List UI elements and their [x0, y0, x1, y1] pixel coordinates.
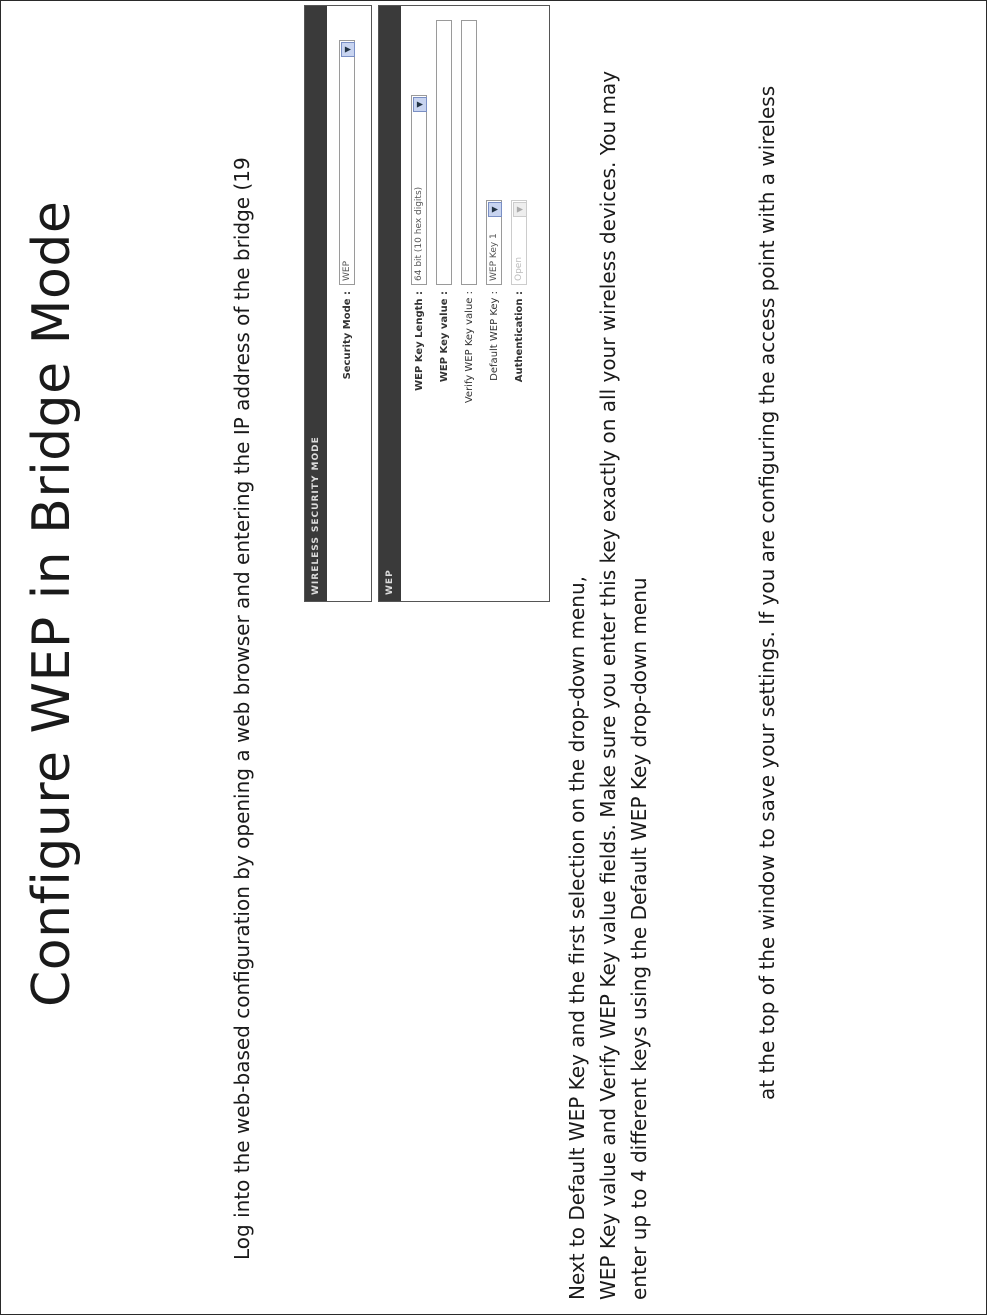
default-wep-key-row: [486, 6, 504, 601]
wep-key-value-row: [436, 6, 454, 601]
authentication-value: Open: [514, 256, 524, 281]
instruction-save: at the top of the window to save your settings. If you are configuring the access point with a wireless: [755, 85, 779, 1100]
page-title: Configure WEP in Bridge Mode: [22, 200, 82, 1007]
chevron-down-icon: ▼: [488, 202, 502, 217]
chevron-down-icon: ▼: [341, 42, 355, 57]
authentication-select[interactable]: [511, 200, 527, 285]
security-mode-select[interactable]: [339, 40, 355, 285]
instruction-login: Log into the web-based configuration by opening a web browser and entering the IP address of the bridge (19: [230, 157, 254, 1260]
instruction-four-keys: enter up to 4 different keys using the Default WEP Key drop-down menu: [627, 577, 651, 1300]
security-mode-panel: [304, 5, 372, 602]
wep-panel: [378, 5, 550, 602]
wep-key-value-label: WEP Key value :: [439, 291, 450, 383]
authentication-row: [511, 6, 529, 601]
verify-wep-key-label: Verify WEP Key value :: [464, 291, 475, 404]
wep-key-value-input[interactable]: [436, 20, 452, 285]
security-mode-header: WIRELESS SECURITY MODE: [305, 6, 327, 601]
wep-key-length-select[interactable]: [411, 95, 427, 285]
wep-key-length-row: [411, 6, 429, 601]
wep-header: WEP: [379, 6, 401, 601]
default-wep-key-value: WEP Key 1: [489, 233, 499, 281]
default-wep-key-label: Default WEP Key :: [489, 291, 500, 381]
verify-wep-key-input[interactable]: [461, 20, 477, 285]
default-wep-key-select[interactable]: [486, 200, 502, 285]
chevron-down-icon: ▼: [413, 97, 427, 112]
instruction-key-fields: WEP Key value and Verify WEP Key value fields. Make sure you enter this key exactly on all your wireless devices. You may: [596, 70, 620, 1300]
instruction-default-key: Next to Default WEP Key and the first selection on the drop-down menu,: [565, 575, 589, 1300]
security-mode-value: WEP: [342, 260, 352, 281]
verify-wep-key-row: [461, 6, 479, 601]
wep-key-length-value: 64 bit (10 hex digits): [414, 186, 424, 281]
security-mode-row: [339, 6, 357, 601]
authentication-label: Authentication :: [514, 291, 525, 383]
chevron-down-icon: ▼: [513, 202, 527, 217]
security-mode-label: Security Mode :: [342, 291, 353, 380]
wep-key-length-label: WEP Key Length :: [414, 291, 425, 391]
